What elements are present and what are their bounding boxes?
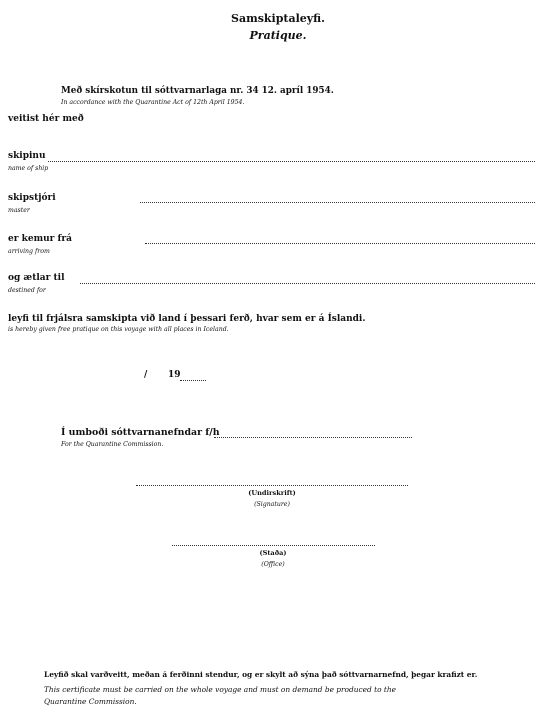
office-line[interactable] (172, 545, 375, 546)
footer-text-is: Leyfið skal varðveitt, meðan á ferðinni stendur, og er skylt að sýna það sóttvarnarnefnd, þegar krafizt er. (44, 670, 478, 679)
footer-text-en-1: This certificate must be carried on the whole voyage and must on demand be produced to the (44, 685, 396, 694)
signature-line[interactable] (136, 485, 408, 486)
date-year-line[interactable] (180, 380, 206, 381)
field-ship-line[interactable] (48, 161, 535, 162)
field-to-line[interactable] (80, 283, 535, 284)
grant-text-is: leyfi til frjálsra samskipta við land í þessari ferð, hvar sem er á Íslandi. (8, 314, 366, 324)
grant-text-en: is hereby given free pratique on this voyage with all places in Iceland. (8, 326, 229, 333)
footer-text-en-2: Quarantine Commission. (44, 697, 137, 706)
intro-granted: veitist hér með (8, 114, 84, 124)
intro-line-is: Með skírskotun til sóttvarnarlaga nr. 34 12. apríl 1954. (61, 86, 334, 96)
field-to-label: og ætlar til (8, 273, 65, 283)
office-label: (Staða) (259, 549, 287, 557)
date-slash: / (144, 370, 148, 380)
document-title: Samskiptaleyfi. (231, 12, 325, 25)
field-master-label-en: master (8, 207, 30, 214)
commission-line[interactable] (214, 437, 412, 438)
field-master-label: skipstjóri (8, 193, 56, 203)
commission-text-en: For the Quarantine Commission. (61, 441, 164, 448)
signature-label: (Undirskrift) (248, 489, 296, 497)
commission-text-is: Í umboði sóttvarnanefndar f/h (61, 427, 220, 438)
field-from-line[interactable] (145, 243, 535, 244)
document-subtitle: Pratique. (249, 29, 307, 42)
field-master-line[interactable] (140, 202, 535, 203)
field-from-label-en: arriving from (8, 248, 50, 255)
field-ship-label-en: name of ship (8, 165, 49, 172)
field-ship-label: skipinu (8, 151, 46, 161)
office-label-en: (Office) (261, 561, 285, 568)
field-from-label: er kemur frá (8, 234, 72, 244)
field-to-label-en: destined for (8, 287, 46, 294)
signature-label-en: (Signature) (254, 501, 290, 508)
intro-line-en: In accordance with the Quarantine Act of 12th April 1954. (61, 99, 245, 106)
date-year-prefix: 19 (168, 370, 181, 380)
